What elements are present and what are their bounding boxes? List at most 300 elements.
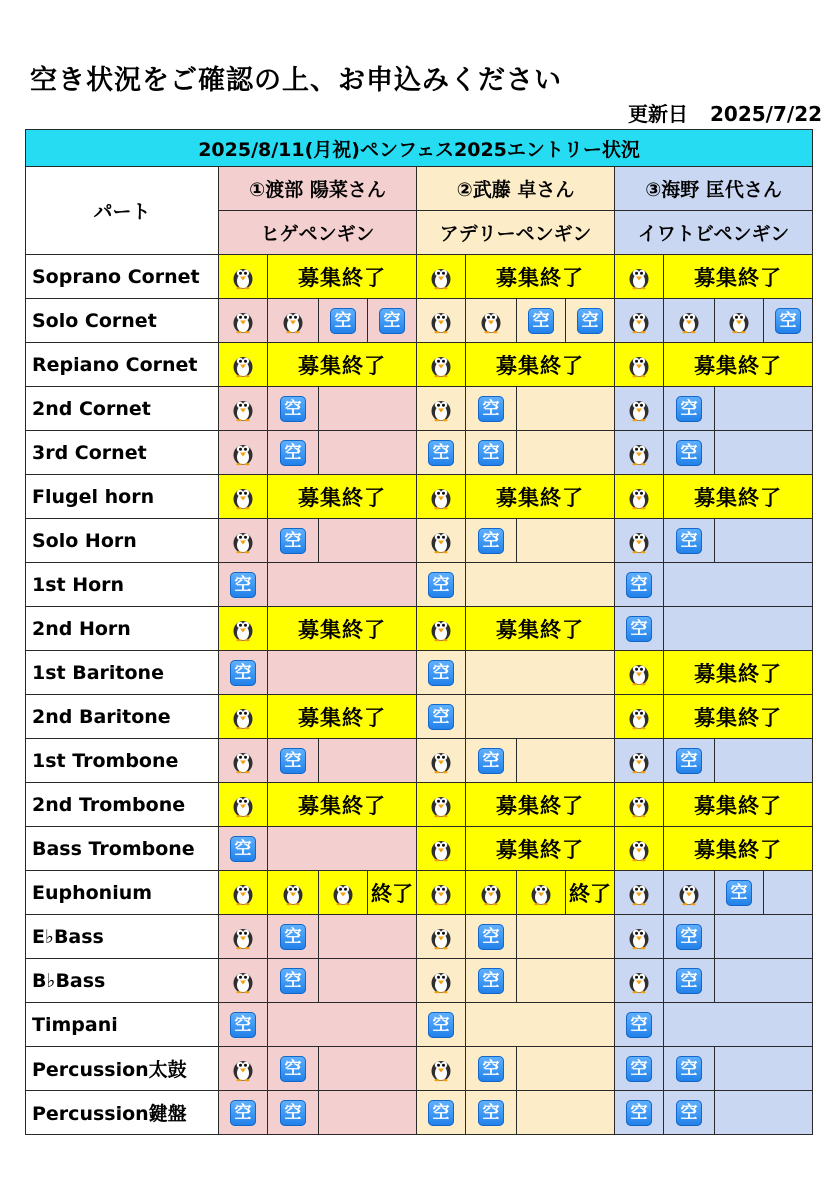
slot-available	[715, 871, 764, 915]
closed-label: 募集終了	[694, 661, 783, 686]
part-name: Bass Trombone	[26, 827, 219, 871]
penguin-icon	[478, 308, 504, 334]
slot-taken	[219, 299, 268, 343]
slot-blank	[268, 1003, 417, 1047]
page-title: 空き状況をご確認の上、お申込みください	[30, 65, 562, 96]
slot-blank	[517, 959, 615, 1003]
slot-available	[664, 519, 715, 563]
empty-slot-icon: 空	[280, 396, 306, 422]
empty-slot-icon: 空	[676, 1100, 702, 1126]
closed-label: 募集終了	[298, 265, 386, 290]
table-row	[26, 915, 813, 959]
table-row	[26, 783, 813, 827]
slot-blank	[268, 651, 417, 695]
table-row	[26, 871, 813, 915]
part-name: 2nd Horn	[26, 607, 219, 651]
penguin-icon	[626, 484, 652, 510]
part-name: Euphonium	[26, 871, 219, 915]
penguin-icon	[230, 528, 256, 554]
slot-blank	[715, 431, 813, 475]
part-name: 2nd Baritone	[26, 695, 219, 739]
slot-available	[417, 651, 466, 695]
penguin-icon	[626, 880, 652, 906]
part-name: 2nd Cornet	[26, 387, 219, 431]
empty-slot-icon: 空	[280, 1056, 306, 1082]
table-row	[26, 739, 813, 783]
slot-blank	[319, 1091, 417, 1135]
slot-blank	[664, 607, 813, 651]
table-row	[26, 607, 813, 651]
slot-closed	[268, 475, 417, 519]
slot-taken	[219, 475, 268, 519]
empty-slot-icon: 空	[280, 748, 306, 774]
penguin-icon	[428, 616, 454, 642]
empty-slot-icon: 空	[478, 748, 504, 774]
penguin-icon	[626, 396, 652, 422]
banner-row	[26, 130, 813, 167]
slot-closed	[664, 827, 813, 871]
slot-blank	[517, 431, 615, 475]
slot-blank	[715, 739, 813, 783]
slot-taken	[615, 255, 664, 299]
closed-label: 募集終了	[694, 265, 783, 290]
penguin-icon	[428, 264, 454, 290]
slot-blank	[319, 387, 417, 431]
table-row	[26, 255, 813, 299]
closed-label: 募集終了	[694, 485, 783, 510]
slot-taken	[615, 519, 664, 563]
penguin-icon	[280, 308, 306, 334]
slot-taken	[417, 959, 466, 1003]
slot-taken	[219, 739, 268, 783]
penguin-icon	[230, 308, 256, 334]
slot-taken	[615, 827, 664, 871]
table-row	[26, 827, 813, 871]
slot-available	[466, 1091, 517, 1135]
penguin-icon	[428, 792, 454, 818]
empty-slot-icon: 空	[280, 528, 306, 554]
slot-available	[615, 563, 664, 607]
penguin-icon	[230, 748, 256, 774]
slot-available	[566, 299, 615, 343]
slot-available	[417, 431, 466, 475]
penguin-icon	[428, 748, 454, 774]
slot-available	[615, 1003, 664, 1047]
table-row	[26, 1047, 813, 1091]
slot-end	[566, 871, 615, 915]
penguin-icon	[230, 264, 256, 290]
penguin-icon	[626, 704, 652, 730]
slot-blank	[664, 1003, 813, 1047]
slot-closed	[268, 695, 417, 739]
slot-blank	[715, 519, 813, 563]
slot-blank	[319, 739, 417, 783]
empty-slot-icon: 空	[626, 1012, 652, 1038]
part-name: Repiano Cornet	[26, 343, 219, 387]
table-row	[26, 387, 813, 431]
slot-available	[764, 299, 813, 343]
penguin-icon	[626, 440, 652, 466]
closed-label: 募集終了	[298, 617, 386, 642]
slot-available	[417, 563, 466, 607]
slot-blank	[466, 1003, 615, 1047]
slot-available	[466, 1047, 517, 1091]
penguin-icon	[230, 1056, 256, 1082]
part-name: Solo Cornet	[26, 299, 219, 343]
closed-label: 募集終了	[694, 837, 783, 862]
penguin-icon	[428, 880, 454, 906]
penguin-icon	[726, 308, 752, 334]
slot-closed	[664, 695, 813, 739]
penguin-icon	[428, 396, 454, 422]
slot-taken	[268, 299, 319, 343]
closed-label: 募集終了	[298, 705, 386, 730]
slot-taken	[219, 343, 268, 387]
penguin-icon	[676, 880, 702, 906]
penguin-icon	[330, 880, 356, 906]
penguin-icon	[230, 968, 256, 994]
penguin-icon	[428, 968, 454, 994]
slot-available	[517, 299, 566, 343]
slot-blank	[466, 695, 615, 739]
closed-label: 募集終了	[298, 793, 386, 818]
slot-taken	[615, 475, 664, 519]
closed-label: 募集終了	[496, 265, 584, 290]
slot-taken	[417, 871, 466, 915]
slot-available	[664, 915, 715, 959]
penguin-icon	[626, 748, 652, 774]
slot-closed	[664, 475, 813, 519]
penguin-icon	[626, 660, 652, 686]
slot-closed	[268, 783, 417, 827]
slot-available	[466, 739, 517, 783]
slot-taken	[219, 783, 268, 827]
empty-slot-icon: 空	[230, 1012, 256, 1038]
empty-slot-icon: 空	[330, 308, 356, 334]
slot-taken	[319, 871, 368, 915]
slot-blank	[715, 959, 813, 1003]
slot-available	[219, 651, 268, 695]
empty-slot-icon: 空	[230, 836, 256, 862]
part-name: B♭Bass	[26, 959, 219, 1003]
slot-blank	[319, 1047, 417, 1091]
closed-label: 募集終了	[496, 793, 584, 818]
slot-taken	[417, 915, 466, 959]
penguin-icon	[626, 528, 652, 554]
part-name: 3rd Cornet	[26, 431, 219, 475]
slot-taken	[615, 343, 664, 387]
slot-available	[368, 299, 417, 343]
slot-blank	[764, 871, 813, 915]
slot-taken	[417, 299, 466, 343]
table-row	[26, 1091, 813, 1135]
slot-taken	[417, 343, 466, 387]
slot-end	[368, 871, 417, 915]
closed-label: 募集終了	[694, 353, 783, 378]
penguin-icon	[626, 924, 652, 950]
part-name: 2nd Trombone	[26, 783, 219, 827]
part-name: 1st Trombone	[26, 739, 219, 783]
slot-blank	[517, 739, 615, 783]
part-name: Timpani	[26, 1003, 219, 1047]
slot-taken	[417, 739, 466, 783]
closed-label: 募集終了	[298, 485, 386, 510]
empty-slot-icon: 空	[478, 396, 504, 422]
closed-label: 募集終了	[496, 617, 584, 642]
table-row	[26, 1003, 813, 1047]
empty-slot-icon: 空	[280, 968, 306, 994]
slot-closed	[466, 607, 615, 651]
slot-taken	[715, 299, 764, 343]
slot-available	[466, 959, 517, 1003]
empty-slot-icon: 空	[775, 308, 801, 334]
slot-available	[466, 387, 517, 431]
penguin-icon	[230, 616, 256, 642]
slot-closed	[664, 783, 813, 827]
penguin-icon	[230, 792, 256, 818]
slot-available	[268, 387, 319, 431]
empty-slot-icon: 空	[428, 1100, 454, 1126]
penguin-icon	[626, 968, 652, 994]
entry-status-table	[25, 129, 813, 1135]
empty-slot-icon: 空	[478, 924, 504, 950]
empty-slot-icon: 空	[478, 968, 504, 994]
part-name: Solo Horn	[26, 519, 219, 563]
penguin-icon	[230, 352, 256, 378]
empty-slot-icon: 空	[478, 528, 504, 554]
empty-slot-icon: 空	[626, 1100, 652, 1126]
penguin-icon	[230, 484, 256, 510]
slot-taken	[615, 739, 664, 783]
slot-blank	[319, 959, 417, 1003]
slot-closed	[466, 827, 615, 871]
table-row	[26, 563, 813, 607]
empty-slot-icon: 空	[676, 396, 702, 422]
empty-slot-icon: 空	[428, 704, 454, 730]
penguin-icon	[428, 352, 454, 378]
slot-closed	[466, 343, 615, 387]
section-1-name: ①渡部 陽菜さん	[219, 167, 417, 211]
penguin-icon	[230, 440, 256, 466]
penguin-icon	[626, 264, 652, 290]
slot-available	[664, 1091, 715, 1135]
slot-taken	[417, 387, 466, 431]
empty-slot-icon: 空	[478, 440, 504, 466]
empty-slot-icon: 空	[428, 660, 454, 686]
slot-available	[319, 299, 368, 343]
section-3-name: ③海野 匡代さん	[615, 167, 813, 211]
slot-blank	[517, 1091, 615, 1135]
slot-closed	[466, 475, 615, 519]
closed-label: 募集終了	[694, 705, 783, 730]
closed-label: 募集終了	[298, 353, 386, 378]
empty-slot-icon: 空	[280, 1100, 306, 1126]
slot-available	[219, 1091, 268, 1135]
banner-title: 2025/8/11(月祝)ペンフェス2025エントリー状況	[26, 130, 813, 167]
closed-label: 募集終了	[496, 837, 584, 862]
empty-slot-icon: 空	[626, 1056, 652, 1082]
slot-taken	[517, 871, 566, 915]
slot-blank	[466, 651, 615, 695]
part-column-header: パート	[26, 167, 219, 255]
empty-slot-icon: 空	[478, 1056, 504, 1082]
part-name: 1st Baritone	[26, 651, 219, 695]
slot-taken	[615, 695, 664, 739]
slot-taken	[615, 959, 664, 1003]
slot-blank	[715, 1091, 813, 1135]
slot-taken	[219, 915, 268, 959]
slot-taken	[417, 783, 466, 827]
table-row	[26, 299, 813, 343]
slot-taken	[664, 871, 715, 915]
slot-taken	[615, 387, 664, 431]
slot-blank	[319, 431, 417, 475]
empty-slot-icon: 空	[230, 572, 256, 598]
penguin-icon	[230, 396, 256, 422]
slot-taken	[417, 1047, 466, 1091]
penguin-icon	[280, 880, 306, 906]
empty-slot-icon: 空	[478, 1100, 504, 1126]
slot-available	[615, 1047, 664, 1091]
table-row	[26, 475, 813, 519]
section-2-name: ②武藤 卓さん	[417, 167, 615, 211]
empty-slot-icon: 空	[676, 1056, 702, 1082]
slot-closed	[268, 343, 417, 387]
slot-taken	[615, 431, 664, 475]
slot-taken	[219, 959, 268, 1003]
slot-closed	[466, 783, 615, 827]
part-name: 1st Horn	[26, 563, 219, 607]
slot-available	[219, 827, 268, 871]
penguin-icon	[676, 308, 702, 334]
slot-taken	[615, 915, 664, 959]
slot-taken	[219, 695, 268, 739]
slot-available	[664, 387, 715, 431]
penguin-icon	[528, 880, 554, 906]
table-row	[26, 343, 813, 387]
slot-taken	[268, 871, 319, 915]
slot-taken	[615, 299, 664, 343]
slot-closed	[664, 343, 813, 387]
empty-slot-icon: 空	[280, 924, 306, 950]
slot-closed	[268, 255, 417, 299]
slot-taken	[466, 871, 517, 915]
empty-slot-icon: 空	[428, 440, 454, 466]
empty-slot-icon: 空	[528, 308, 554, 334]
slot-closed	[466, 255, 615, 299]
header-row-names	[26, 167, 813, 211]
penguin-icon	[478, 880, 504, 906]
slot-blank	[715, 387, 813, 431]
slot-available	[268, 431, 319, 475]
part-name: Percussion太鼓	[26, 1047, 219, 1091]
empty-slot-icon: 空	[726, 880, 752, 906]
slot-blank	[517, 519, 615, 563]
slot-closed	[268, 607, 417, 651]
end-label: 終了	[569, 881, 611, 906]
slot-taken	[219, 519, 268, 563]
slot-available	[219, 1003, 268, 1047]
slot-available	[466, 431, 517, 475]
closed-label: 募集終了	[694, 793, 783, 818]
slot-closed	[664, 255, 813, 299]
slot-taken	[219, 387, 268, 431]
empty-slot-icon: 空	[428, 1012, 454, 1038]
empty-slot-icon: 空	[280, 440, 306, 466]
slot-available	[417, 1091, 466, 1135]
section-1-penguin: ヒゲペンギン	[219, 211, 417, 255]
empty-slot-icon: 空	[676, 748, 702, 774]
slot-blank	[319, 915, 417, 959]
slot-available	[268, 959, 319, 1003]
end-label: 終了	[371, 881, 413, 906]
slot-available	[664, 431, 715, 475]
slot-available	[268, 519, 319, 563]
table-row	[26, 431, 813, 475]
penguin-icon	[428, 484, 454, 510]
slot-available	[664, 739, 715, 783]
slot-blank	[715, 1047, 813, 1091]
slot-available	[268, 1091, 319, 1135]
empty-slot-icon: 空	[676, 528, 702, 554]
empty-slot-icon: 空	[676, 924, 702, 950]
penguin-icon	[230, 880, 256, 906]
slot-taken	[417, 519, 466, 563]
penguin-icon	[428, 528, 454, 554]
slot-available	[268, 915, 319, 959]
penguin-icon	[230, 924, 256, 950]
part-name: Flugel horn	[26, 475, 219, 519]
empty-slot-icon: 空	[230, 660, 256, 686]
closed-label: 募集終了	[496, 353, 584, 378]
slot-taken	[615, 783, 664, 827]
penguin-icon	[626, 308, 652, 334]
slot-taken	[219, 1047, 268, 1091]
empty-slot-icon: 空	[230, 1100, 256, 1126]
slot-available	[417, 695, 466, 739]
slot-available	[466, 915, 517, 959]
updated-date: 2025/7/22	[710, 102, 823, 126]
empty-slot-icon: 空	[379, 308, 405, 334]
slot-available	[268, 1047, 319, 1091]
slot-taken	[417, 607, 466, 651]
empty-slot-icon: 空	[676, 968, 702, 994]
slot-available	[417, 1003, 466, 1047]
slot-taken	[417, 255, 466, 299]
empty-slot-icon: 空	[626, 616, 652, 642]
slot-taken	[615, 871, 664, 915]
table-row	[26, 519, 813, 563]
penguin-icon	[626, 836, 652, 862]
penguin-icon	[230, 704, 256, 730]
slot-taken	[417, 475, 466, 519]
slot-available	[664, 1047, 715, 1091]
slot-available	[466, 519, 517, 563]
slot-taken	[219, 871, 268, 915]
table-row	[26, 651, 813, 695]
section-3-penguin: イワトビペンギン	[615, 211, 813, 255]
penguin-icon	[428, 1056, 454, 1082]
slot-taken	[219, 607, 268, 651]
slot-blank	[517, 915, 615, 959]
empty-slot-icon: 空	[577, 308, 603, 334]
empty-slot-icon: 空	[676, 440, 702, 466]
updated-info	[628, 98, 822, 127]
part-name: Percussion鍵盤	[26, 1091, 219, 1135]
slot-available	[268, 739, 319, 783]
slot-taken	[615, 651, 664, 695]
slot-blank	[319, 519, 417, 563]
